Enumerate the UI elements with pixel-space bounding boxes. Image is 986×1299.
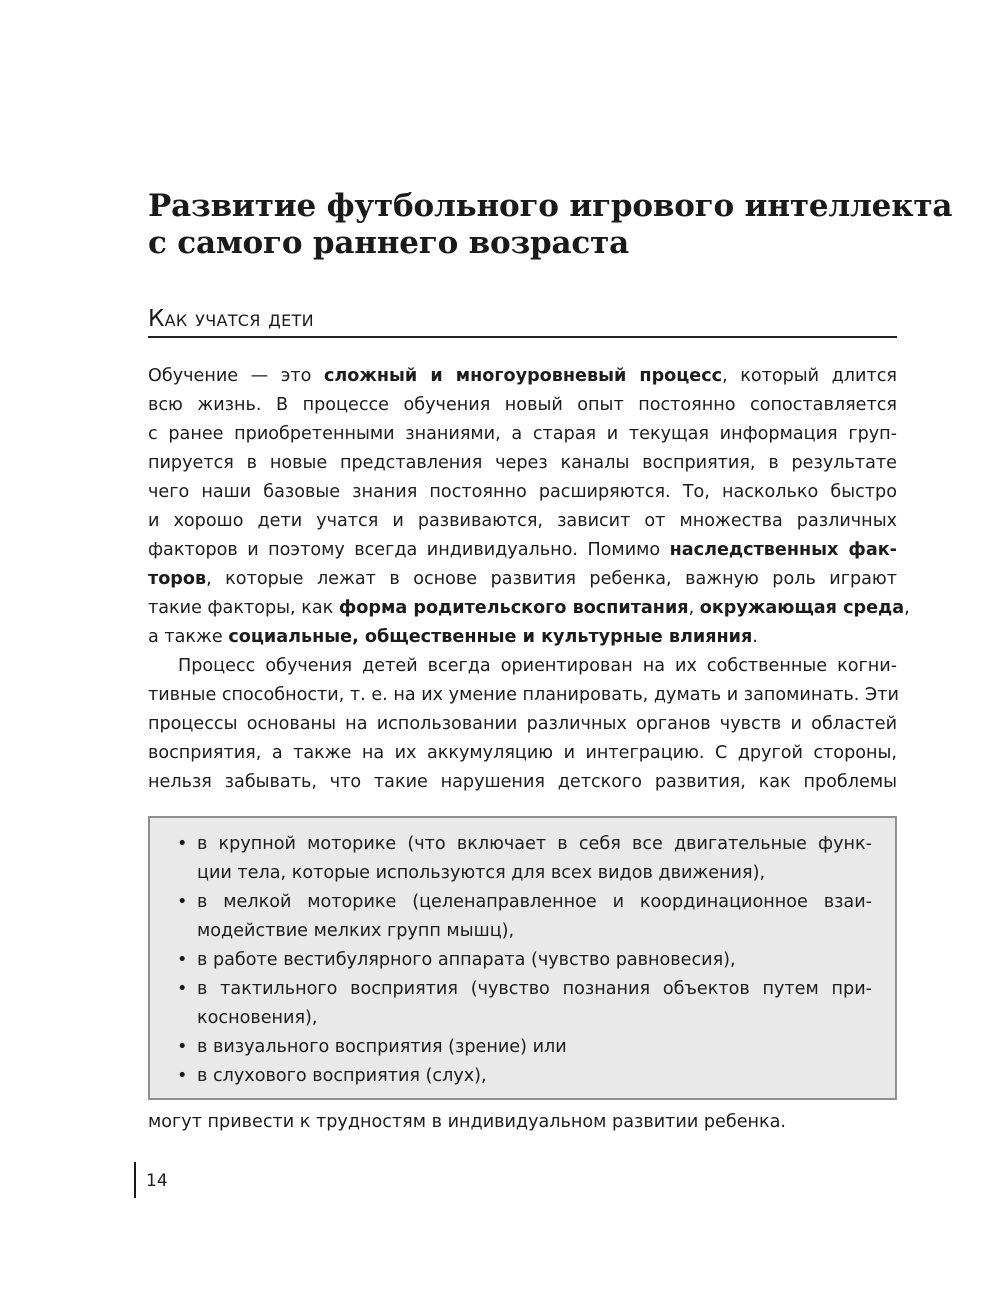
text-line: Процесс обучения детей всегда ориентирован на их собственные когни-: [178, 656, 897, 676]
bold-phrase: наследственных фак-: [669, 540, 897, 560]
bold-phrase: социальные, общественные и культурные влияния: [228, 627, 753, 647]
section-heading: Как учатся дети: [148, 304, 897, 338]
text-line: факторов и поэтому всегда индивидуально. Помимо наследственных фак-: [148, 540, 897, 560]
text-line: такие факторы, как форма родительского воспитания, окружающая среда,: [148, 598, 910, 618]
list-item: [177, 975, 872, 1033]
bullet-list: [177, 830, 872, 1091]
list-item: [177, 946, 872, 975]
list-item-line: косновения),: [197, 1008, 318, 1028]
bullet-icon: •: [177, 834, 188, 854]
text-line: Обучение — это сложный и многоуровневый процесс, который длится: [148, 366, 897, 386]
list-item-line: в работе вестибулярного аппарата (чувство равновесия),: [197, 950, 736, 970]
bold-phrase: торов: [148, 569, 207, 589]
page-title-line-1: Развитие футбольного игрового интеллекта: [148, 188, 953, 224]
text-line: пируется в новые представления через каналы восприятия, в результате: [148, 453, 897, 473]
text-line: тивные способности, т. е. на их умение планировать, думать и запоминать. Эти: [148, 685, 899, 705]
bold-phrase: окружающая среда: [699, 598, 905, 618]
list-item: [177, 830, 872, 888]
body-text: [148, 362, 910, 797]
list-item-line: в тактильного восприятия (чувство познания объектов путем при-: [197, 979, 872, 999]
paragraph-2: [148, 652, 897, 797]
bullet-icon: •: [177, 892, 188, 912]
page-number: 14: [146, 1171, 168, 1191]
paragraph-1: [148, 362, 910, 652]
text-line: нельзя забывать, что такие нарушения детского развития, как проблемы: [148, 772, 897, 792]
list-item: [177, 888, 872, 946]
list-item-line: в визуального восприятия (зрение) или: [197, 1037, 567, 1057]
text-line: торов, которые лежат в основе развития ребенка, важную роль играют: [148, 569, 897, 589]
text-line: восприятия, а также на их аккумуляцию и интеграцию. С другой стороны,: [148, 743, 897, 763]
list-item-line: в крупной моторике (что включает в себя все двигательные функ-: [197, 834, 872, 854]
bold-phrase: сложный и многоуровневый процесс: [323, 366, 723, 386]
list-item-line: в слухового восприятия (слух),: [197, 1066, 487, 1086]
bullet-icon: •: [177, 1037, 188, 1057]
bullet-icon: •: [177, 950, 188, 970]
bullet-list-box: [148, 816, 897, 1100]
closing-paragraph: могут привести к трудностям в индивидуальном развитии ребенка.: [148, 1112, 787, 1132]
text-line: процессы основаны на использовании различных органов чувств и областей: [148, 714, 897, 734]
text-line: всю жизнь. В процессе обучения новый опыт постоянно сопоставляется: [148, 395, 897, 415]
list-item-line: ции тела, которые используются для всех видов движения),: [197, 863, 766, 883]
text-line: с ранее приобретенными знаниями, а старая и текущая информация груп-: [148, 424, 897, 444]
page-title-line-2: с самого раннего возраста: [148, 225, 629, 261]
text-line: а также социальные, общественные и культурные влияния.: [148, 627, 758, 647]
list-item: [177, 1062, 872, 1091]
list-item-line: в мелкой моторике (целенаправленное и координационное взаи-: [197, 892, 872, 912]
list-item: [177, 1033, 872, 1062]
bullet-icon: •: [177, 1066, 188, 1086]
text-line: чего наши базовые знания постоянно расширяются. То, насколько быстро: [148, 482, 897, 502]
bullet-icon: •: [177, 979, 188, 999]
list-item-line: модействие мелких групп мышц),: [197, 921, 515, 941]
text-line: и хорошо дети учатся и развиваются, зависит от множества различных: [148, 511, 897, 531]
bold-phrase: форма родительского воспитания: [338, 598, 689, 618]
page-number-rule: [134, 1162, 136, 1198]
page-title: [148, 188, 953, 262]
